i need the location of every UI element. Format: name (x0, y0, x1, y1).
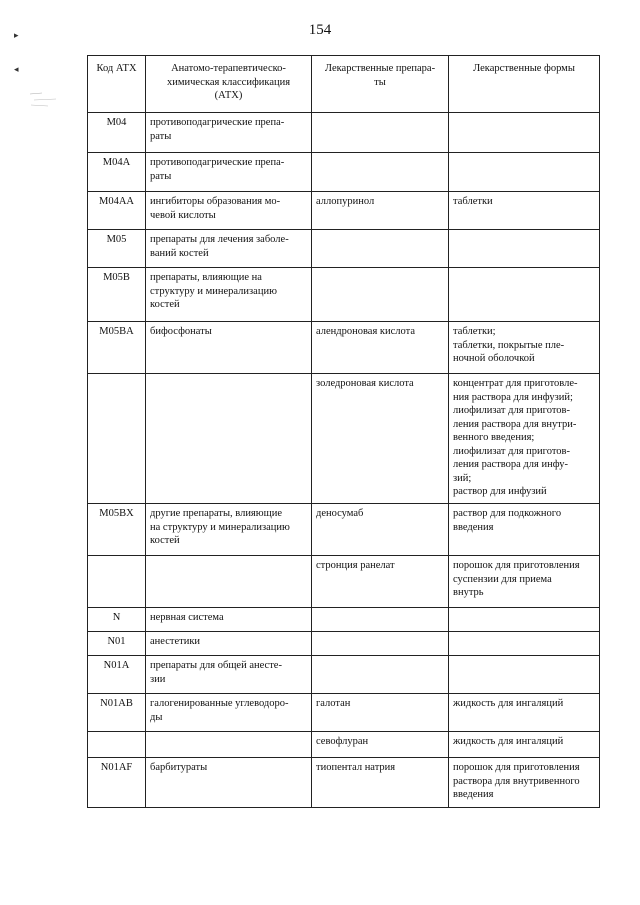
table-row (88, 632, 600, 656)
margin-mark: ◂ (14, 64, 19, 74)
table-row (88, 608, 600, 632)
row-drug: золедроновая кислота (312, 374, 449, 504)
table-row (88, 113, 600, 153)
row-drug (312, 153, 449, 192)
row-drug: аллопуринол (312, 192, 449, 230)
row-drug: тиопентал натрия (312, 758, 449, 808)
table-row (88, 230, 600, 268)
atx-table (87, 55, 600, 808)
table-row (88, 732, 600, 758)
row-form (449, 632, 600, 656)
row-classification: галогенированные углеводоро- ды (146, 694, 312, 732)
table-row (88, 322, 600, 374)
row-code: N01AB (88, 694, 146, 732)
row-drug (312, 268, 449, 322)
row-code: M04 (88, 113, 146, 153)
table-row (88, 504, 600, 556)
row-form (449, 153, 600, 192)
row-form (449, 230, 600, 268)
row-code: M04AA (88, 192, 146, 230)
row-form: таблетки; таблетки, покрытые пле- ночной оболочкой (449, 322, 600, 374)
row-code (88, 374, 146, 504)
table-row (88, 656, 600, 694)
row-drug: галотан (312, 694, 449, 732)
row-form: порошок для приготовления суспензии для приема внутрь (449, 556, 600, 608)
row-drug (312, 656, 449, 694)
row-form: таблетки (449, 192, 600, 230)
row-form: порошок для приготовления раствора для внутривенного введения (449, 758, 600, 808)
row-classification: противоподагрические препа- раты (146, 113, 312, 153)
table-row (88, 192, 600, 230)
row-form (449, 268, 600, 322)
row-classification: другие препараты, влияющие на структуру и минерализацию костей (146, 504, 312, 556)
row-classification: нервная система (146, 608, 312, 632)
row-classification: препараты для лечения заболе- ваний костей (146, 230, 312, 268)
row-form (449, 656, 600, 694)
row-code (88, 556, 146, 608)
table-row (88, 556, 600, 608)
table-row (88, 758, 600, 808)
header-code: Код АТХ (88, 56, 146, 113)
margin-mark: ▸ (14, 30, 19, 40)
row-form (449, 113, 600, 153)
row-code: N01A (88, 656, 146, 694)
row-code: N01 (88, 632, 146, 656)
row-code: M05BX (88, 504, 146, 556)
row-code: N (88, 608, 146, 632)
row-drug: алендроновая кислота (312, 322, 449, 374)
row-code: M05BA (88, 322, 146, 374)
row-classification (146, 374, 312, 504)
row-drug (312, 113, 449, 153)
row-classification (146, 556, 312, 608)
row-classification (146, 732, 312, 758)
row-classification: препараты для общей анесте- зии (146, 656, 312, 694)
row-form: жидкость для ингаляций (449, 732, 600, 758)
row-drug: деносумаб (312, 504, 449, 556)
row-classification: противоподагрические препа- раты (146, 153, 312, 192)
row-classification: ингибиторы образования мо- чевой кислоты (146, 192, 312, 230)
row-form: жидкость для ингаляций (449, 694, 600, 732)
row-classification: бифосфонаты (146, 322, 312, 374)
table-row (88, 374, 600, 504)
page-number: 154 (308, 22, 332, 38)
row-code: N01AF (88, 758, 146, 808)
header-drugs: Лекарственные препара- ты (312, 56, 449, 113)
row-drug (312, 632, 449, 656)
row-code: M04A (88, 153, 146, 192)
row-code: M05B (88, 268, 146, 322)
header-classification: Анатомо-терапевтическо- химическая классификация (АТХ) (146, 56, 312, 113)
row-drug (312, 608, 449, 632)
row-drug (312, 230, 449, 268)
row-form: концентрат для приготовле- ния раствора для инфузий; лиофилизат для приготов- ления раствора для внутри- венного введения; лиофилизат для приготов- ления раствора для инфу- зий; раствор для инфузий (449, 374, 600, 504)
row-classification: анестетики (146, 632, 312, 656)
table-row (88, 694, 600, 732)
row-form (449, 608, 600, 632)
row-classification: барбитураты (146, 758, 312, 808)
table-header-row (88, 56, 600, 113)
row-code (88, 732, 146, 758)
scan-artifact (28, 90, 68, 110)
row-classification: препараты, влияющие на структуру и минерализацию костей (146, 268, 312, 322)
table-row (88, 153, 600, 192)
row-drug: стронция ранелат (312, 556, 449, 608)
row-drug: севофлуран (312, 732, 449, 758)
table-row (88, 268, 600, 322)
row-form: раствор для подкожного введения (449, 504, 600, 556)
header-forms: Лекарственные формы (449, 56, 600, 113)
row-code: M05 (88, 230, 146, 268)
